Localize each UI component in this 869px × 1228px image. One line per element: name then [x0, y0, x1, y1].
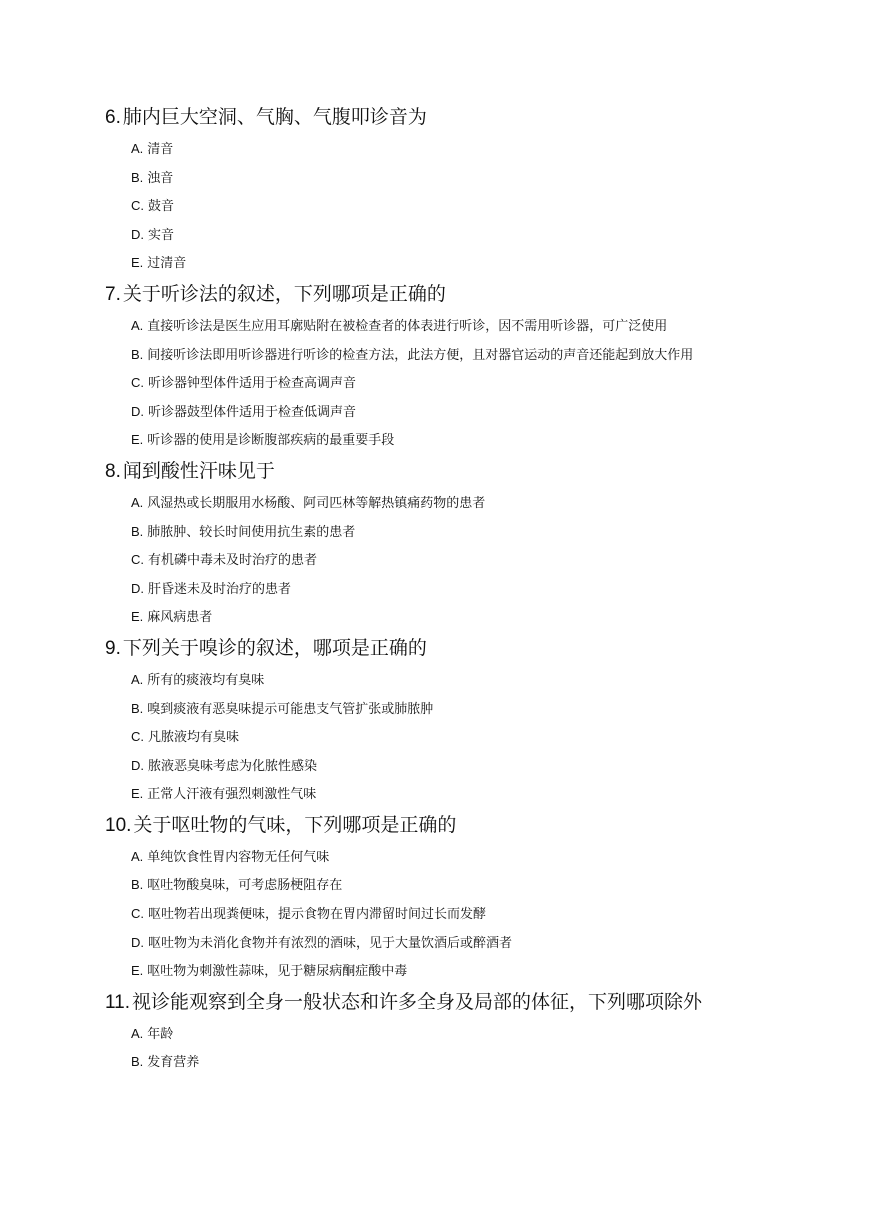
option-letter: C. — [131, 552, 144, 568]
option-item — [131, 489, 869, 518]
option-item — [131, 603, 869, 632]
option-item — [131, 192, 869, 221]
option-letter: E. — [131, 609, 144, 625]
option-item — [131, 249, 869, 278]
question-title — [105, 458, 869, 486]
option-text: 嗅到痰液有恶臭味提示可能患支气管扩张或肺脓肿 — [147, 700, 434, 716]
question-title — [105, 104, 869, 132]
option-list — [0, 135, 869, 278]
question-text: 视诊能观察到全身一般状态和许多全身及局部的体征，下列哪项除外 — [132, 991, 703, 1013]
option-item — [131, 221, 869, 250]
option-letter: C. — [131, 375, 144, 391]
question-4 — [0, 635, 869, 809]
option-text: 单纯饮食性胃内容物无任何气味 — [147, 848, 330, 864]
option-letter: B. — [131, 877, 144, 893]
option-item — [131, 929, 869, 958]
question-number: 6. — [105, 107, 121, 128]
option-letter: D. — [131, 226, 144, 242]
question-number: 10. — [105, 814, 132, 836]
option-text: 鼓音 — [148, 198, 175, 214]
option-item — [131, 666, 869, 695]
question-text: 关于听诊法的叙述，下列哪项是正确的 — [122, 283, 446, 305]
option-item — [131, 780, 869, 809]
option-item — [131, 957, 869, 986]
option-letter: D. — [131, 580, 144, 596]
option-item — [131, 426, 869, 455]
question-5 — [0, 812, 869, 986]
option-letter: D. — [131, 403, 144, 419]
option-item — [131, 135, 869, 164]
option-letter: B. — [131, 523, 144, 539]
option-text: 浊音 — [147, 169, 174, 185]
option-item — [131, 1048, 869, 1077]
option-text: 呕吐物若出现粪便味，提示食物在胃内滞留时间过长而发酵 — [148, 906, 487, 922]
option-item — [131, 871, 869, 900]
option-item — [131, 575, 869, 604]
question-text: 肺内巨大空洞、气胸、气腹叩诊音为 — [122, 107, 427, 128]
option-letter: E. — [131, 786, 144, 802]
option-text: 实音 — [148, 226, 175, 242]
question-title — [105, 812, 869, 840]
option-text: 年龄 — [147, 1025, 174, 1041]
option-item — [131, 546, 869, 575]
option-item — [131, 164, 869, 193]
option-letter: A. — [131, 671, 144, 687]
option-item — [131, 900, 869, 929]
option-text: 听诊器的使用是诊断腹部疾病的最重要手段 — [147, 432, 395, 448]
option-text: 直接听诊法是医生应用耳廓贴附在被检查者的体表进行听诊，因不需用听诊器，可广泛使用 — [147, 317, 668, 333]
option-text: 间接听诊法即用听诊器进行听诊的检查方法，此法方便，且对器官运动的声音还能起到放大作用 — [147, 346, 694, 362]
option-list — [0, 666, 869, 809]
question-number: 9. — [105, 637, 121, 659]
option-list — [0, 1020, 869, 1077]
option-text: 发育营养 — [147, 1054, 200, 1070]
option-item — [131, 695, 869, 724]
option-letter: B. — [131, 1054, 144, 1070]
option-item — [131, 369, 869, 398]
option-letter: A. — [131, 141, 144, 156]
option-letter: C. — [131, 198, 144, 214]
option-text: 凡脓液均有臭味 — [148, 729, 240, 745]
question-title — [105, 989, 869, 1017]
question-text: 下列关于嗅诊的叙述，哪项是正确的 — [122, 637, 427, 659]
option-item — [131, 752, 869, 781]
option-text: 肝昏迷未及时治疗的患者 — [148, 580, 292, 596]
option-letter: A. — [131, 317, 144, 333]
option-text: 过清音 — [147, 255, 187, 271]
option-text: 风湿热或长期服用水杨酸、阿司匹林等解热镇痛药物的患者 — [147, 494, 486, 510]
option-text: 呕吐物为未消化食物并有浓烈的酒味，见于大量饮酒后或醉酒者 — [148, 934, 513, 950]
option-list — [0, 312, 869, 455]
option-text: 呕吐物为刺激性蒜味，见于糖尿病酮症酸中毒 — [147, 963, 408, 979]
option-letter: D. — [131, 934, 144, 950]
question-number: 7. — [105, 283, 121, 305]
option-letter: E. — [131, 255, 144, 271]
question-title — [105, 635, 869, 663]
option-letter: B. — [131, 346, 144, 362]
question-number: 8. — [105, 460, 121, 482]
document-page — [0, 104, 869, 1077]
question-text: 闻到酸性汗味见于 — [122, 460, 275, 482]
option-letter: E. — [131, 963, 144, 979]
option-text: 所有的痰液均有臭味 — [147, 671, 265, 687]
option-text: 有机磷中毒未及时治疗的患者 — [148, 552, 318, 568]
option-letter: C. — [131, 906, 144, 922]
question-2 — [0, 281, 869, 455]
option-letter: D. — [131, 757, 144, 773]
option-letter: A. — [131, 494, 144, 510]
question-number: 11. — [105, 991, 131, 1013]
question-text: 关于呕吐物的气味，下列哪项是正确的 — [133, 814, 457, 836]
option-item — [131, 723, 869, 752]
option-text: 呕吐物酸臭味，可考虑肠梗阻存在 — [147, 877, 343, 893]
question-title — [105, 281, 869, 309]
option-text: 听诊器鼓型体件适用于检查低调声音 — [148, 403, 357, 419]
option-text: 清音 — [147, 141, 174, 156]
question-3 — [0, 458, 869, 632]
option-item — [131, 341, 869, 370]
option-letter: B. — [131, 169, 144, 185]
option-item — [131, 312, 869, 341]
option-text: 听诊器钟型体件适用于检查高调声音 — [148, 375, 357, 391]
option-item — [131, 1020, 869, 1049]
option-text: 麻风病患者 — [147, 609, 213, 625]
option-letter: A. — [131, 848, 144, 864]
option-letter: C. — [131, 729, 144, 745]
question-1 — [0, 104, 869, 278]
option-item — [131, 398, 869, 427]
option-letter: A. — [131, 1025, 144, 1041]
option-text: 肺脓肿、较长时间使用抗生素的患者 — [147, 523, 356, 539]
option-list — [0, 489, 869, 632]
question-6 — [0, 989, 869, 1077]
option-item — [131, 843, 869, 872]
option-text: 脓液恶臭味考虑为化脓性感染 — [148, 757, 318, 773]
option-text: 正常人汗液有强烈刺激性气味 — [147, 786, 317, 802]
option-letter: E. — [131, 432, 144, 448]
option-item — [131, 518, 869, 547]
option-list — [0, 843, 869, 986]
option-letter: B. — [131, 700, 144, 716]
